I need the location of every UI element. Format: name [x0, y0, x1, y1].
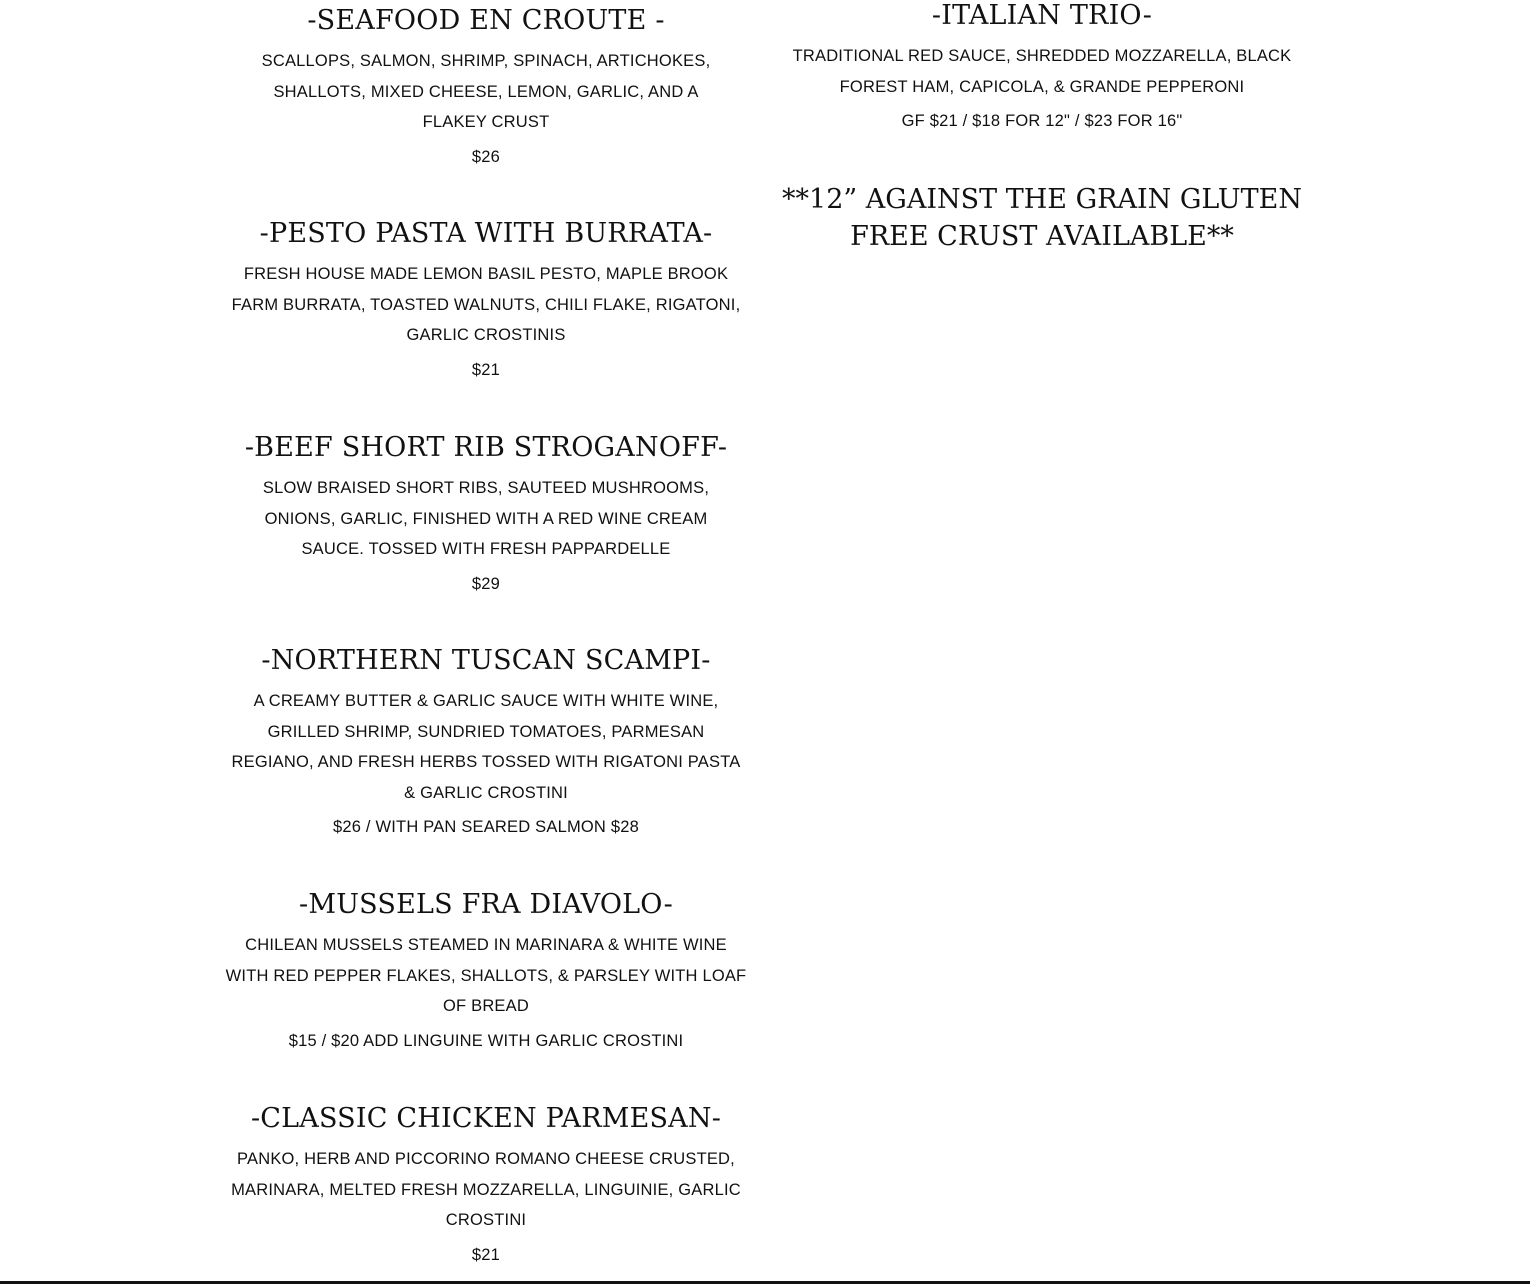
menu-item-beef-short-rib	[216, 429, 756, 596]
menu-item-price: $26 / WITH PAN SEARED SALMON $28	[333, 818, 639, 836]
menu-item-chicken-parmesan	[216, 1100, 756, 1267]
menu-item-pesto-pasta	[216, 215, 756, 382]
menu-item-title: -BEEF SHORT RIB STROGANOFF-	[244, 432, 728, 463]
menu-item-tuscan-scampi	[216, 642, 756, 839]
menu-item-title: -CLASSIC CHICKEN PARMESAN-	[250, 1103, 722, 1134]
menu-item-title: -ITALIAN TRIO-	[931, 0, 1153, 31]
menu-item-title: -PESTO PASTA WITH BURRATA-	[259, 218, 713, 249]
menu-item-description: SCALLOPS, SALMON, SHRIMP, SPINACH, ARTICHOKES, SHALLOTS, MIXED CHEESE, LEMON, GARLIC, AND A FLAKEY CRUST	[261, 52, 711, 131]
menu-item-title: -NORTHERN TUSCAN SCAMPI-	[261, 645, 711, 676]
menu-item-description: SLOW BRAISED SHORT RIBS, SAUTEED MUSHROOMS, ONIONS, GARLIC, FINISHED WITH A RED WINE CREAM SAUCE. TOSSED WITH FRESH PAPPARDELLE	[262, 479, 710, 558]
gluten-free-note: **12” AGAINST THE GRAIN GLUTEN FREE CRUST AVAILABLE**	[782, 184, 1302, 252]
menu-item-seafood-en-croute	[216, 2, 756, 169]
menu-item-price: $15 / $20 ADD LINGUINE WITH GARLIC CROSTINI	[288, 1031, 684, 1050]
menu-item-price: $21	[471, 360, 501, 379]
menu-item-title: -SEAFOOD EN CROUTE -	[307, 5, 665, 36]
menu-item-title: -MUSSELS FRA DIAVOLO-	[299, 889, 673, 920]
menu-item-description: CHILEAN MUSSELS STEAMED IN MARINARA & WHITE WINE WITH RED PEPPER FLAKES, SHALLOTS, & PARSLEY WITH LOAF OF BREAD	[225, 936, 747, 1015]
menu-item-mussels-fra-diavolo	[216, 886, 756, 1053]
menu-item-price: $26	[471, 147, 501, 166]
menu-item-description: FRESH HOUSE MADE LEMON BASIL PESTO, MAPLE BROOK FARM BURRATA, TOASTED WALNUTS, CHILI FLAKE, RIGATONI, GARLIC CROSTINIS	[231, 265, 741, 344]
menu-item-description: A CREAMY BUTTER & GARLIC SAUCE WITH WHITE WINE, GRILLED SHRIMP, SUNDRIED TOMATOES, PARMESAN REGIANO, AND FRESH HERBS TOSSED WITH RIGATONI PASTA & GARLIC CROSTINI	[231, 692, 741, 802]
menu-item-price: GF $21 / $18 FOR 12" / $23 FOR 16"	[901, 112, 1183, 130]
menu-item-description: PANKO, HERB AND PICCORINO ROMANO CHEESE CRUSTED, MARINARA, MELTED FRESH MOZZARELLA, LINGUINIE, GARLIC CROSTINI	[231, 1150, 741, 1229]
menu-item-italian-trio	[772, 0, 1312, 133]
menu-item-description: TRADITIONAL RED SAUCE, SHREDDED MOZZARELLA, BLACK FOREST HAM, CAPICOLA, & GRANDE PEPPERONI	[792, 47, 1292, 96]
menu-item-price: $29	[471, 574, 501, 593]
menu-item-price: $21	[471, 1245, 501, 1264]
